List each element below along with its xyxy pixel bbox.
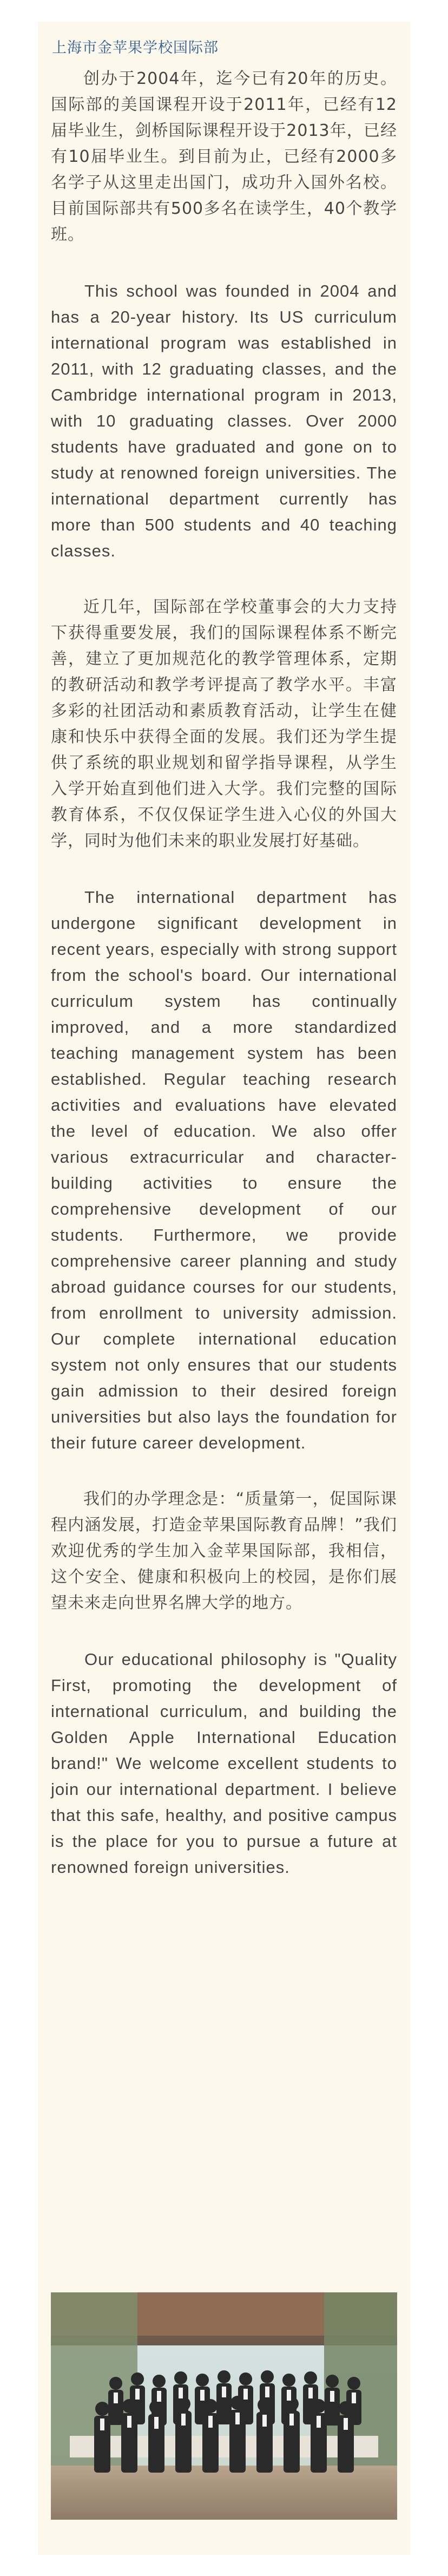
group-photo-illustration — [51, 2292, 397, 2520]
article-card — [38, 22, 410, 2555]
organization-name: 上海市金苹果学校国际部 — [52, 40, 219, 56]
group-photo — [51, 2292, 397, 2520]
paragraph-development-en: The international department has undergone significant development in recent years, especially with strong support from the school's board. Our international curriculum system has continually improved, and a more standardized teaching management system has been established. Regular teaching research activities and evaluations have elevated the level of education. We also offer various extracurricular and character-building activities to ensure the comprehensive development of our students. Furthermore, we provide comprehensive career planning and study abroad guidance courses for our students, from enrollment to university admission. Our complete international education system not only ensures that our students gain admission to their desired foreign universities but also lays the foundation for their future career development. — [51, 888, 397, 1452]
article-content — [51, 66, 397, 1911]
paragraph-history-zh: 创办于2004年，迄今已有20年的历史。国际部的美国课程开设于2011年，已经有12届毕业生，剑桥国际课程开设于2013年，已经有10届毕业生。到目前为止，已经有2000多名学子从这里走出国门，成功升入国外名校。目前国际部共有500多名在读学生，40个教学班。 — [51, 69, 397, 244]
paragraph-philosophy-zh: 我们的办学理念是：“质量第一，促国际课程内涵发展，打造金苹果国际教育品牌！”我们欢迎优秀的学生加入金苹果国际部，我相信，这个安全、健康和积极向上的校园，是你们展望未来走向世界名牌大学的地方。 — [51, 1490, 397, 1613]
paragraph-development-zh: 近几年，国际部在学校董事会的大力支持下获得重要发展，我们的国际课程体系不断完善，建立了更加规范化的教学管理体系，定期的教研活动和教学考评提高了教学水平。丰富多彩的社团活动和素质教育活动，让学生在健康和快乐中获得全面的发展。我们还为学生提供了系统的职业规划和留学指导课程，从学生入学开始直到他们进入大学。我们完整的国际教育体系，不仅仅保证学生进入心仪的外国大学，同时为他们未来的职业发展打好基础。 — [51, 598, 397, 850]
paragraph-philosophy-en: Our educational philosophy is "Quality First, promoting the development of international curriculum, and building the Golden Apple International Education brand!" We welcome excellent students to join our international department. I believe that this safe, healthy, and positive campus is the place for you to pursue a future at renowned foreign universities. — [51, 1650, 397, 1877]
paragraph-history-en: This school was founded in 2004 and has a 20-year history. Its US curriculum international program was established in 2011, with 12 graduating classes, and the Cambridge international program in 2013, with 10 graduating classes. Over 2000 students have graduated and gone on to study at renowned foreign universities. The international department currently has more than 500 students and 40 teaching classes. — [51, 281, 397, 560]
